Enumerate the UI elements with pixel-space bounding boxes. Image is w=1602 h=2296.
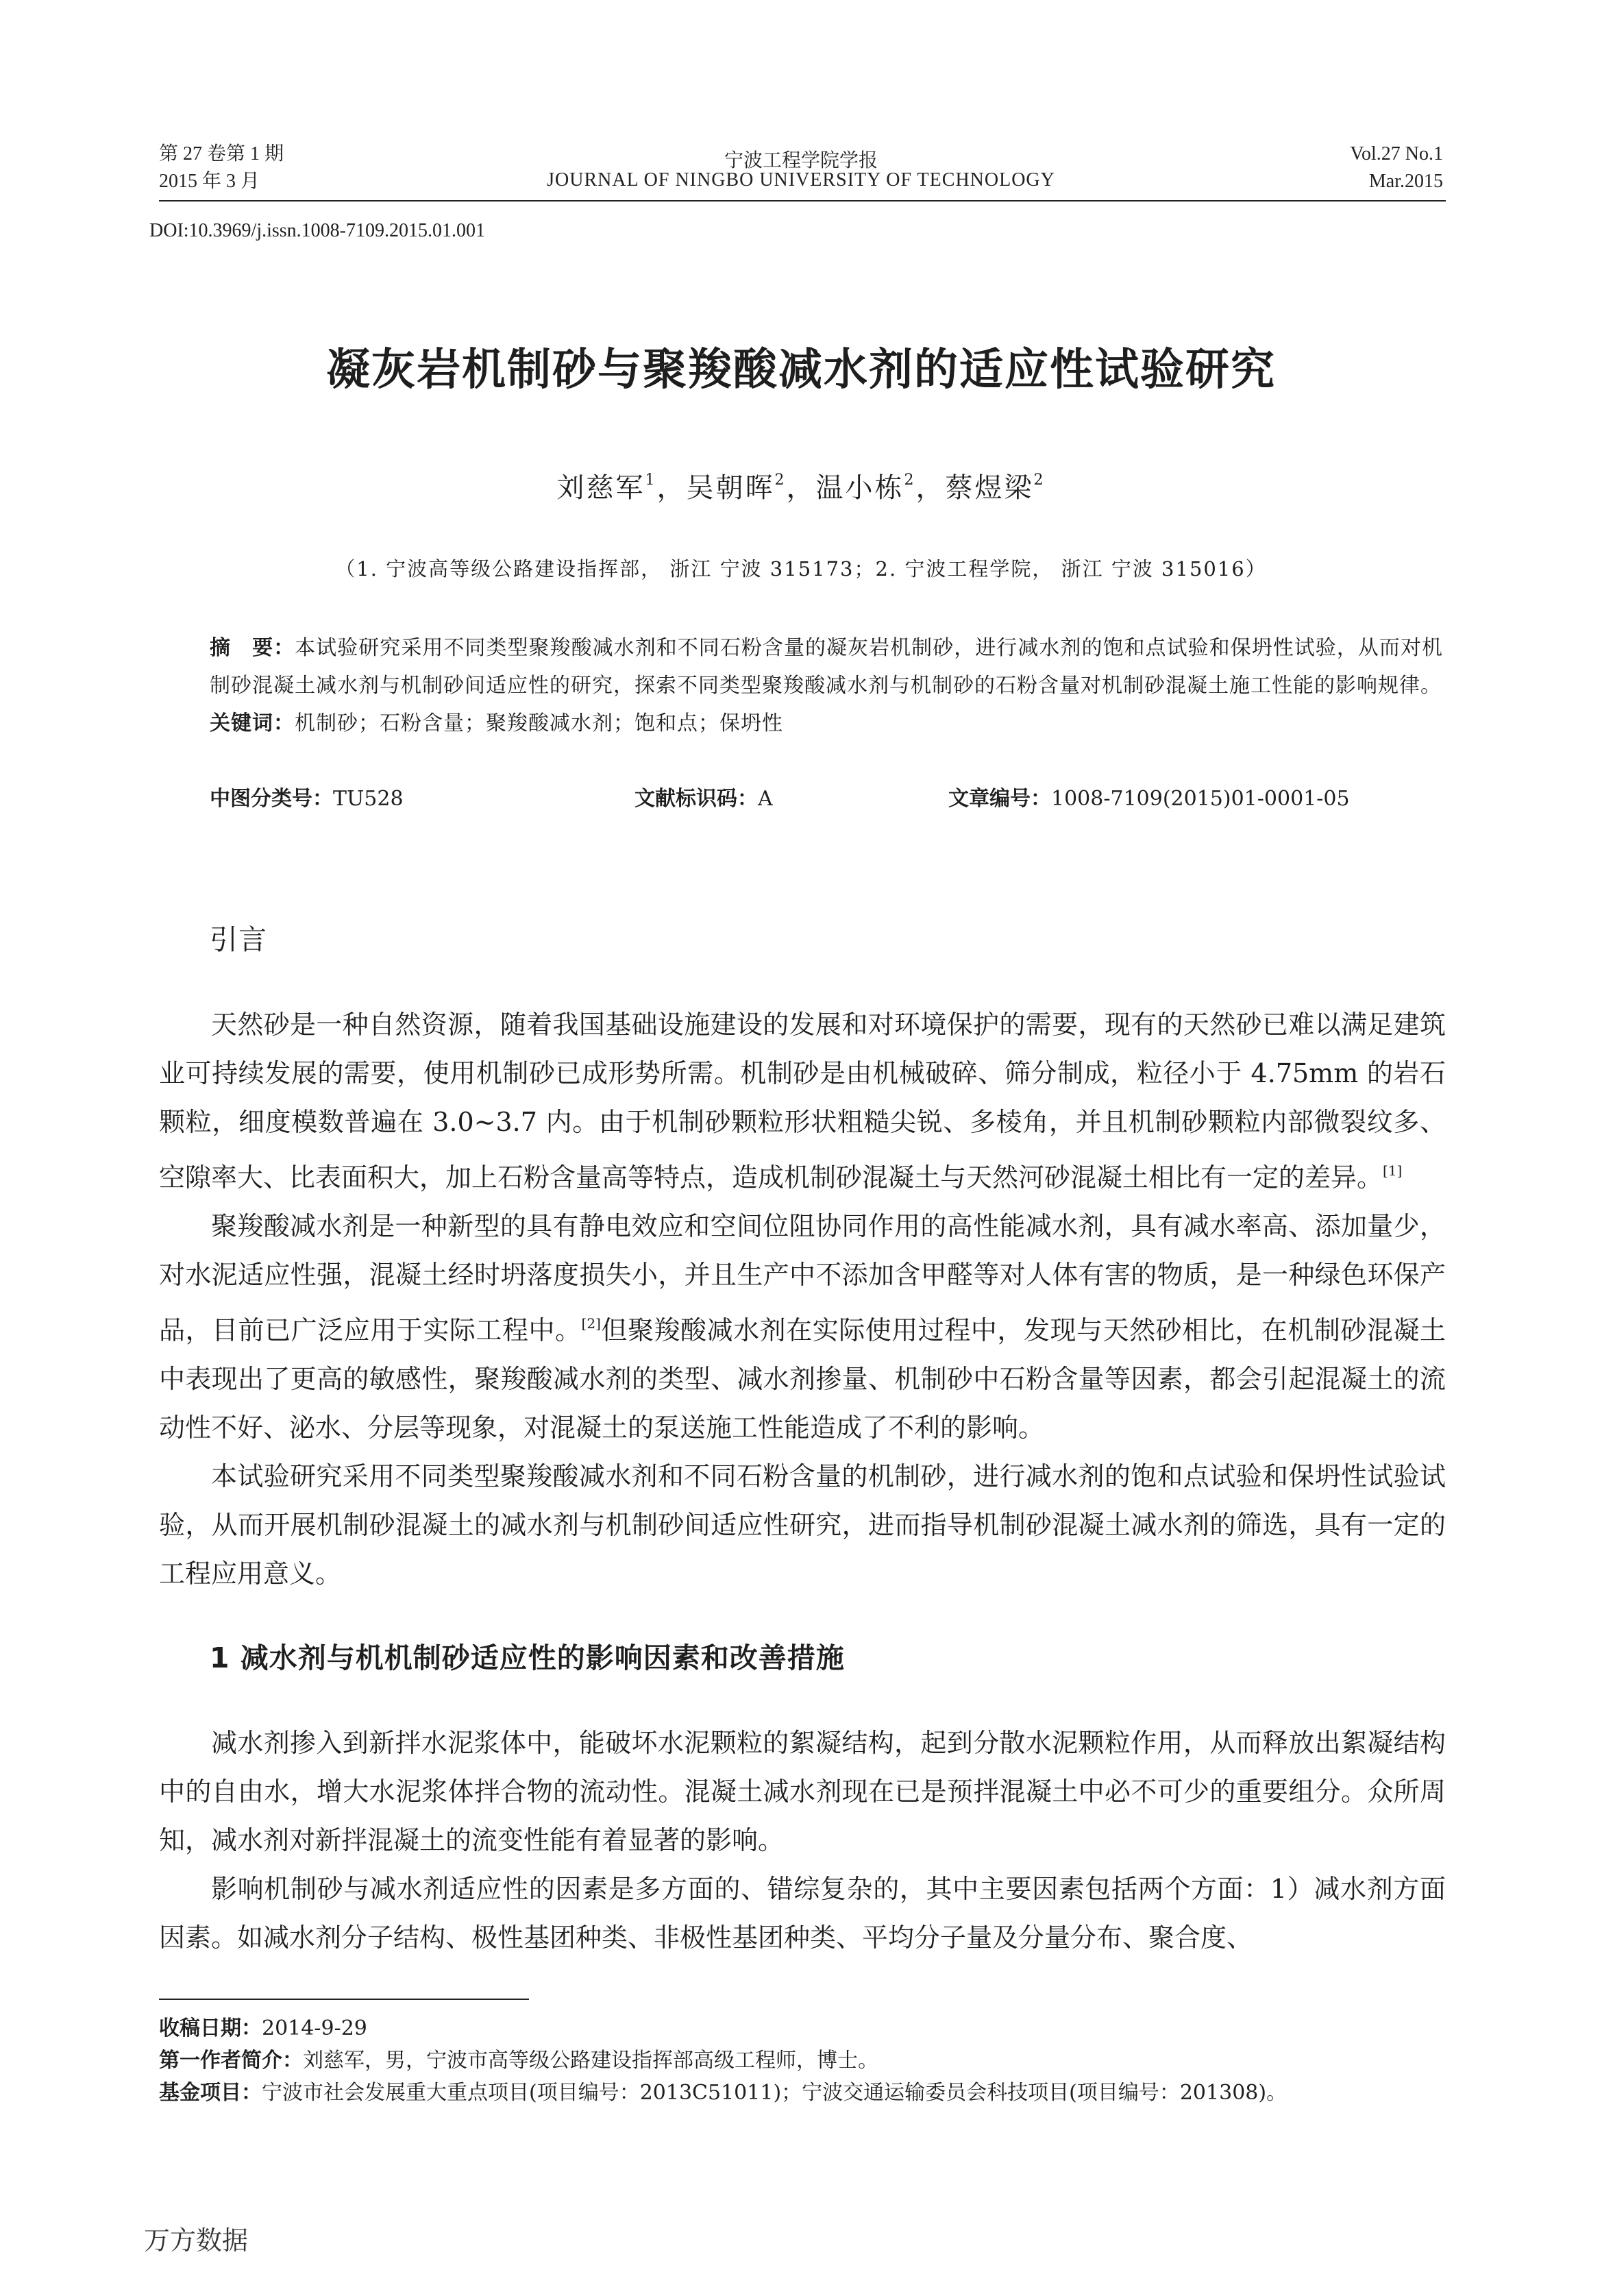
- paragraph-text: 聚羧酸减水剂是一种新型的具有静电效应和空间位阻协同作用的高性能减水剂，具有减水率高、添加量少，对水泥适应性强，混凝土经时坍落度损失小，并且生产中不添加含甲醛等对人体有害的物质，是一种绿色环保产品，目前已广泛应用于实际工程中。: [159, 1211, 1446, 1345]
- author-affiliation-mark: 2: [904, 472, 916, 489]
- section-1-heading: 1 减水剂与机机制砂适应性的影响因素和改善措施: [210, 1641, 845, 1674]
- header-journal-cn: 宁波工程学院学报: [724, 150, 878, 171]
- section-1-body: [159, 1719, 1446, 1962]
- paragraph-text: 本试验研究采用不同类型聚羧酸减水剂和不同石粉含量的机制砂，进行减水剂的饱和点试验和保坍性试验试验，从而开展机制砂混凝土的减水剂与机制砂间适应性研究，进而指导机制砂混凝土减水剂的筛选，具有一定的工程应用意义。: [159, 1461, 1446, 1589]
- header-rule: [159, 200, 1446, 201]
- header-journal-en: JOURNAL OF NINGBO UNIVERSITY OF TECHNOLOGY: [547, 169, 1055, 191]
- author-affiliation-mark: 2: [774, 472, 787, 489]
- author-name: 刘慈军: [556, 472, 645, 504]
- funding-value: 宁波市社会发展重大重点项目(项目编号：2013C51011)；宁波交通运输委员会科技项目(项目编号：201308)。: [262, 2081, 1287, 2105]
- footnote-received: [159, 2012, 1461, 2044]
- abstract-text: 本试验研究采用不同类型聚羧酸减水剂和不同石粉含量的凝灰岩机制砂，进行减水剂的饱和点试验和保坍性试验，从而对机制砂混凝土减水剂与机制砂间适应性的研究，探索不同类型聚羧酸减水剂与机制砂的石粉含量对机制砂混凝土施工性能的影响规律。: [210, 636, 1443, 698]
- footnote-rule: [159, 1999, 529, 2000]
- article-number: [948, 785, 1350, 813]
- funding-label: 基金项目：: [159, 2081, 262, 2105]
- author-bio-label: 第一作者简介：: [159, 2049, 303, 2073]
- article-number-label: 文章编号：: [948, 787, 1051, 811]
- section-1-paragraph-1: 减水剂掺入到新拌水泥浆体中，能破坏水泥颗粒的絮凝结构，起到分散水泥颗粒作用，从而释放出絮凝结构中的自由水，增大水泥浆体拌合物的流动性。混凝土减水剂现在已是预拌混凝土中必不可少的重要组分。众所周知，减水剂对新拌混凝土的流变性能有着显著的影响。: [159, 1728, 1446, 1855]
- clc-label: 中图分类号：: [210, 787, 333, 811]
- article-number-value: 1008-7109(2015)01-0001-05: [1051, 787, 1350, 811]
- author-separator: ，: [786, 472, 816, 504]
- intro-heading: 引言: [210, 923, 267, 956]
- author-bio-value: 刘慈军，男，宁波市高等级公路建设指挥部高级工程师，博士。: [303, 2049, 878, 2073]
- abstract: [210, 629, 1443, 742]
- clc-number: [210, 785, 404, 813]
- author-affiliation-mark: 2: [1033, 472, 1046, 489]
- citation: [1]: [1383, 1162, 1403, 1179]
- abstract-label: 摘 要：: [210, 636, 295, 660]
- header-volume: 第 27 卷第 1 期: [159, 143, 284, 164]
- doi: DOI:10.3969/j.issn.1008-7109.2015.01.001: [149, 220, 485, 241]
- keywords-label: 关键词：: [210, 711, 295, 735]
- author-name: 蔡煜梁: [945, 472, 1034, 504]
- footnotes: [159, 2012, 1461, 2109]
- header-date-en: Mar.2015: [1368, 171, 1443, 192]
- intro-body: [159, 1001, 1446, 1598]
- received-value: 2014-9-29: [262, 2016, 367, 2040]
- intro-paragraph-2: [159, 1202, 1446, 1452]
- citation: [2]: [581, 1315, 601, 1332]
- footnote-funding: [159, 2077, 1461, 2109]
- intro-paragraph-3: [159, 1452, 1446, 1598]
- watermark: 万方数据: [144, 2225, 249, 2256]
- paragraph-text: 但聚羧酸减水剂在实际使用过程中，发现与天然砂相比，在机制砂混凝土中表现出了更高的敏感性，聚羧酸减水剂的类型、减水剂掺量、机制砂中石粉含量等因素，都会引起混凝土的流动性不好、泌水、分层等现象，对混凝土的泵送施工性能造成了不利的影响。: [159, 1315, 1446, 1443]
- paragraph-text: 天然砂是一种自然资源，随着我国基础设施建设的发展和对环境保护的需要，现有的天然砂已难以满足建筑业可持续发展的需要，使用机制砂已成形势所需。机制砂是由机械破碎、筛分制成，粒径小于 4.75mm 的岩石颗粒，细度模数普遍在 3.0~3.7 内。由于机制砂颗粒形状粗糙尖锐、多棱角，并且机制砂颗粒内部微裂纹多、空隙率大、比表面积大，加上石粉含量高等特点，造成机制砂混凝土与天然河砂混凝土相比有一定的差异。: [159, 1010, 1446, 1193]
- author-name: 吴朝晖: [686, 472, 775, 504]
- keywords-text: 机制砂；石粉含量；聚羧酸减水剂；饱和点；保坍性: [295, 711, 783, 735]
- document-code: [634, 785, 773, 813]
- doc-code-value: A: [758, 787, 773, 811]
- clc-value: TU528: [333, 787, 404, 811]
- paper-title: 凝灰岩机制砂与聚羧酸减水剂的适应性试验研究: [326, 345, 1276, 395]
- header-vol-en: Vol.27 No.1: [1350, 143, 1443, 164]
- doc-code-label: 文献标识码：: [634, 787, 758, 811]
- header-date: 2015 年 3 月: [159, 171, 260, 192]
- received-label: 收稿日期：: [159, 2016, 262, 2040]
- author-separator: ，: [915, 472, 946, 504]
- affiliations: （1. 宁波高等级公路建设指挥部， 浙江 宁波 315173；2. 宁波工程学院， 浙江 宁波 315016）: [335, 557, 1267, 581]
- author-affiliation-mark: 1: [645, 472, 657, 489]
- footnote-author: [159, 2044, 1461, 2077]
- author-name: 温小栋: [815, 472, 904, 504]
- intro-paragraph-1: [159, 1001, 1446, 1202]
- section-1-paragraph-2: 影响机制砂与减水剂适应性的因素是多方面的、错综复杂的，其中主要因素包括两个方面：1）减水剂方面因素。如减水剂分子结构、极性基团种类、非极性基团种类、平均分子量及分量分布、聚合度、: [159, 1874, 1446, 1953]
- author-list: [0, 466, 1602, 505]
- author-separator: ，: [656, 472, 687, 504]
